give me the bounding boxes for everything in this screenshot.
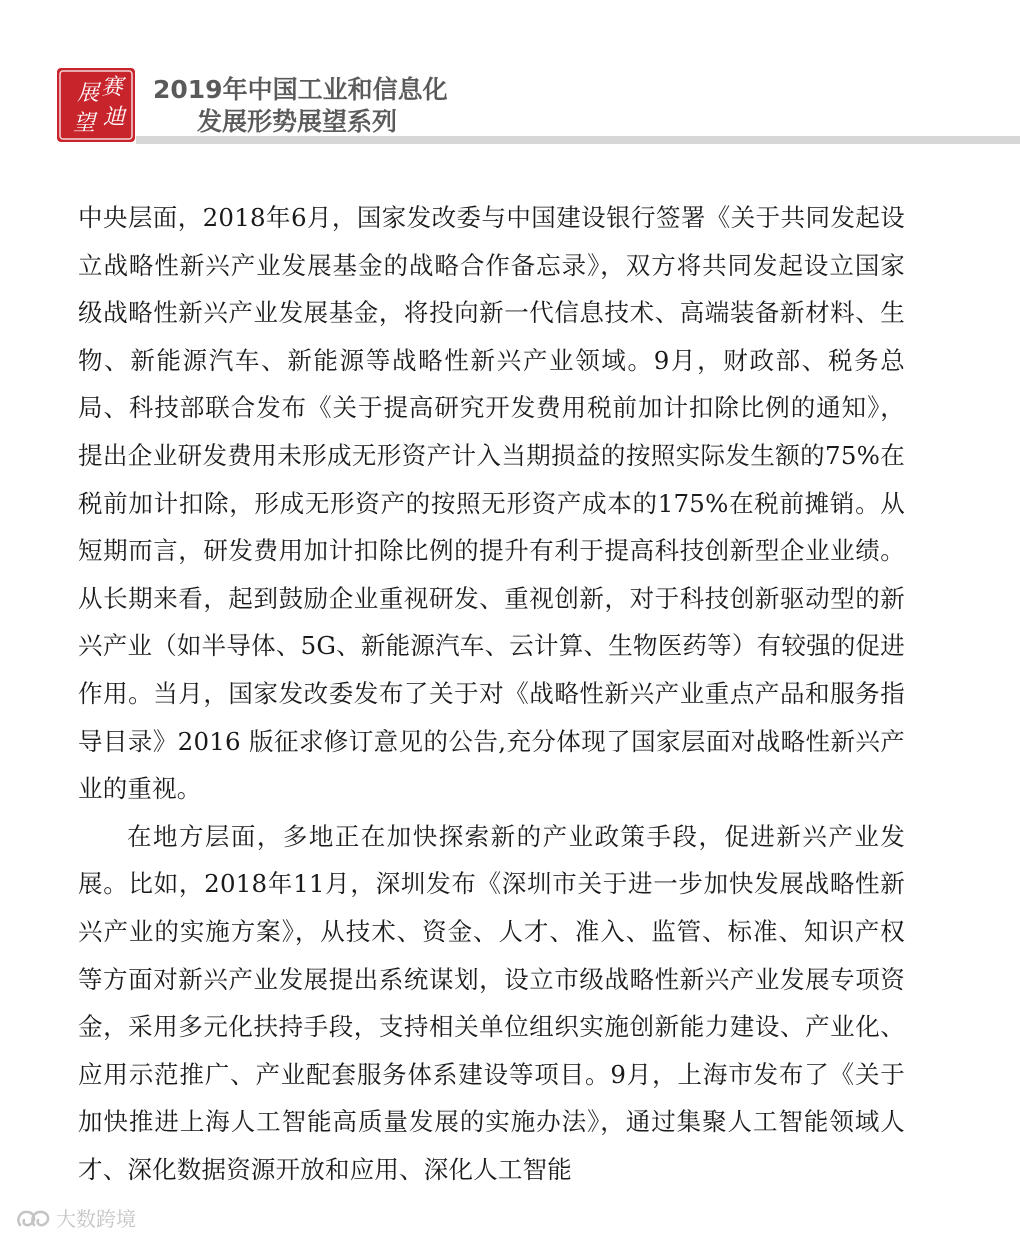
paragraph-local-level: 在地方层面，多地正在加快探索新的产业政策手段，促进新兴产业发展。比如，2018年11月，深圳发布《深圳市关于进一步加快发展战略性新兴产业的实施方案》，从技术、资金、人才、准入、监管、标准、知识产权等方面对新兴产业发展提出系统谋划，设立市级战略性新兴产业发展专项资金，采用多元化扶持手段，支持相关单位组织实施创新能力建设、产业化、应用示范推广、产业配套服务体系建设等项目。9月，上海市发布了《关于加快推进上海人工智能高质量发展的实施办法》，通过集聚人工智能领域人才、深化数据资源开放和应用、深化人工智能 — [78, 821, 905, 1184]
title-line-1: 2019年中国工业和信息化 — [153, 75, 448, 104]
watermark-logo-icon — [14, 1205, 52, 1231]
body-text — [78, 194, 905, 1193]
watermark — [14, 1203, 136, 1232]
page-header — [0, 0, 1020, 160]
paragraph-central-level: 中央层面，2018年6月，国家发改委与中国建设银行签署《关于共同发起设立战略性新兴产业发展基金的战略合作备忘录》，双方将共同发起设立国家级战略性新兴产业发展基金，将投向新一代信息技术、高端装备新材料、生物、新能源汽车、新能源等战略性新兴产业领域。9月，财政部、税务总局、科技部联合发布《关于提高研究开发费用税前加计扣除比例的通知》，提出企业研发费用未形成无形资产计入当期损益的按照实际发生额的75%在税前加计扣除，形成无形资产的按照无形资产成本的175%在税前摊销。从短期而言，研发费用加计扣除比例的提升有利于提高科技创新型企业业绩。从长期来看，起到鼓励企业重视研发、重视创新，对于科技创新驱动型的新兴产业（如半导体、5G、新能源汽车、云计算、生物医药等）有较强的促进作用。当月，国家发改委发布了关于对《战略性新兴产业重点产品和服务指导目录》2016 版征求修订意见的公告,充分体现了国家层面对战略性新兴产业的重视。 — [78, 203, 905, 804]
header-divider — [136, 136, 1020, 144]
title-line-2: 发展形势展望系列 — [197, 107, 398, 136]
svg-text:望: 望 — [73, 111, 96, 136]
series-title — [153, 74, 448, 138]
watermark-text: 大数跨境 — [56, 1207, 136, 1231]
svg-text:赛: 赛 — [101, 75, 124, 100]
svg-text:展: 展 — [77, 81, 100, 106]
svg-text:迪: 迪 — [103, 105, 126, 130]
seal-logo — [57, 68, 135, 142]
